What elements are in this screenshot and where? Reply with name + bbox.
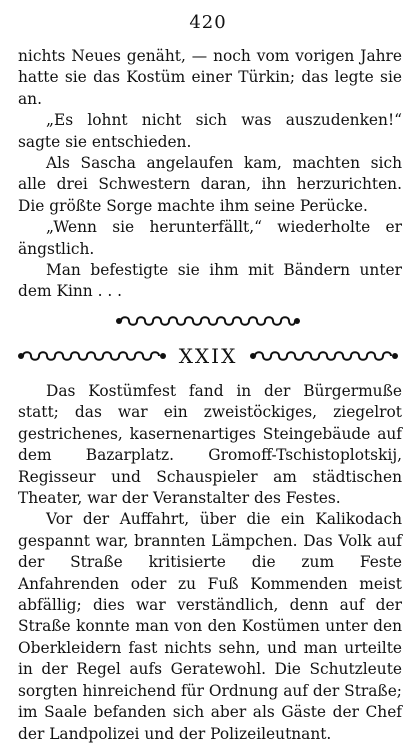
paragraph: Man befestigte sie ihm mit Bändern unter dem Kinn . . . (18, 261, 402, 301)
paragraph: „Wenn sie herunterfällt,“ wiederholte er ängstlich. (18, 218, 402, 258)
chapter-title: XXIX (178, 344, 238, 368)
page-number: 420 (189, 12, 227, 33)
paragraph: „Es lohnt nicht sich was auszudenken!“ sagte sie entschieden. (18, 111, 402, 151)
paragraph: nichts Neues genäht, — noch vom vorigen Jahre hatte sie das Kostüm einer Türkin; das legte sie an. (18, 47, 402, 108)
text-block-bottom (18, 381, 402, 745)
paragraph: Vor der Auffahrt, über die ein Kalikodach gespannt war, brannten Lämpchen. Das Volk auf der Straße kritisierte die zum Feste Anfahrenden oder zu Fuß Kommenden meist abfällig; dies war verständlich, denn auf der Straße konnte man von den Kostümen unter den Oberkleidern fast nichts sehn, und man urteilte in der Regel aufs Geratewohl. Die Schutzleute sorgten hinreichend für Ordnung auf der Straße; im Saale befanden sich aber als Gäste der Chef der Landpolizei und der Polizeileutnant. (18, 510, 402, 743)
text-block-top (18, 46, 402, 303)
scroll-ornament-right-icon (249, 349, 399, 363)
scroll-ornament-left-icon (17, 349, 167, 363)
scroll-ornament-icon (115, 314, 301, 328)
chapter-heading (0, 344, 416, 368)
paragraph: Als Sascha angelaufen kam, machten sich alle drei Schwestern daran, ihn herzurichten. Die größte Sorge machte ihm seine Perücke. (18, 154, 402, 215)
paragraph: Das Kostümfest fand in der Bürgermuße statt; das war ein zweistöckiges, ziegelrot gestrichenes, kasernenartiges Steingebäude auf dem Bazarplatz. Gromoff-Tschistoplotskij, Regisseur und Schauspieler am städtischen Theater, war der Veranstalter des Festes. (18, 382, 402, 508)
section-break-ornament (0, 314, 416, 328)
